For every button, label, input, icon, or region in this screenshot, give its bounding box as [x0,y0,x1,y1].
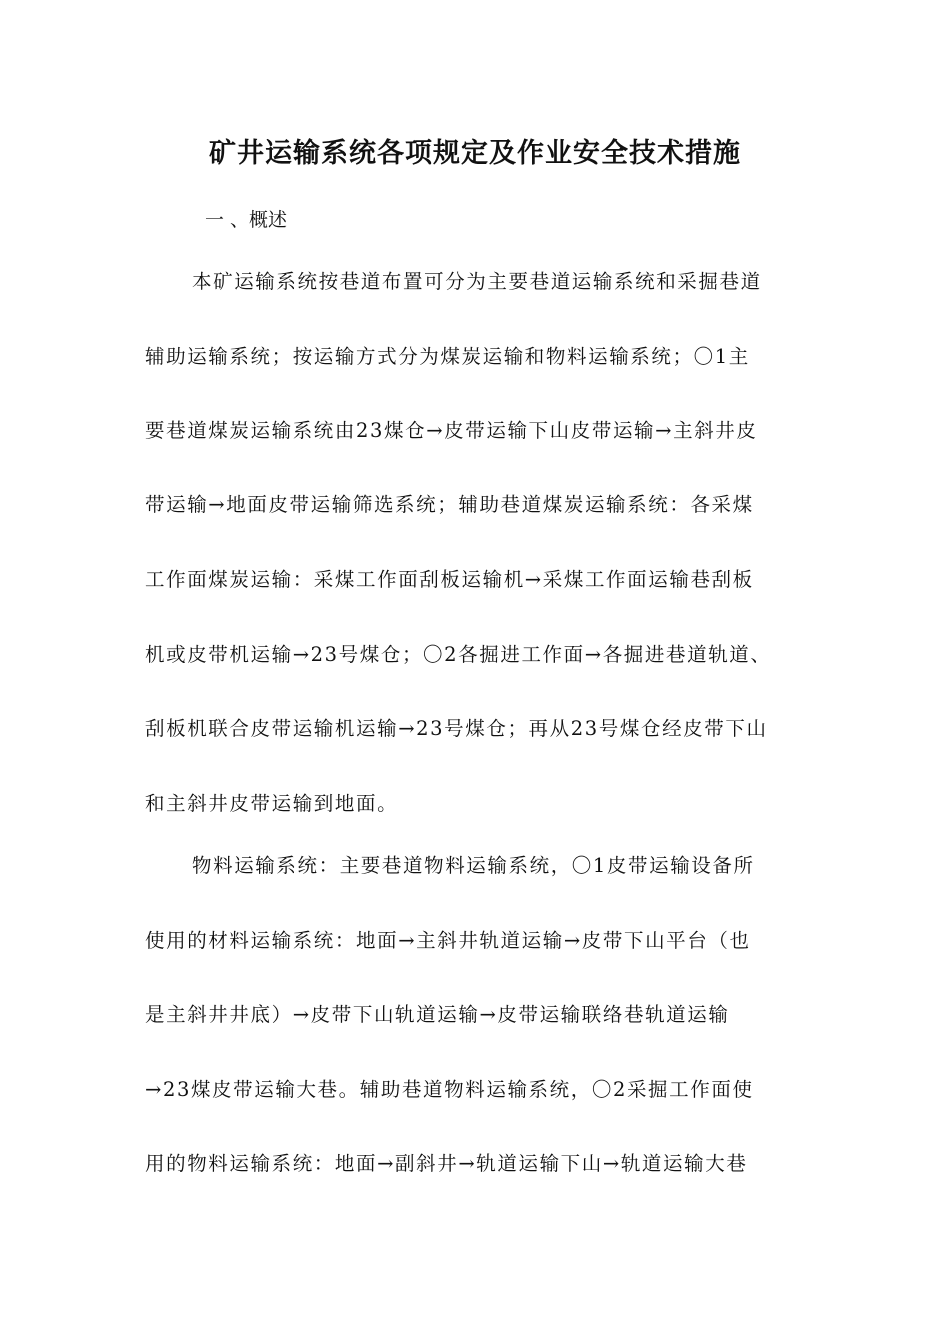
paragraph-line: 本矿运输系统按巷道布置可分为主要巷道运输系统和采掘巷道 [192,270,762,293]
paragraph-line: 是主斜井井底）→皮带下山轨道运输→皮带运输联络巷轨道运输 [145,1003,730,1026]
paragraph-line: 用的物料运输系统：地面→副斜井→轨道运输下山→轨道运输大巷 [145,1152,748,1175]
document-title: 矿井运输系统各项规定及作业安全技术措施 [209,138,741,169]
paragraph-line: 物料运输系统：主要巷道物料运输系统，〇1皮带运输设备所 [192,854,755,877]
paragraph-line: 工作面煤炭运输：采煤工作面刮板运输机→采煤工作面运输巷刮板 [145,568,754,591]
paragraph-line: 带运输→地面皮带运输筛选系统；辅助巷道煤炭运输系统：各采煤 [145,493,754,516]
section-heading-overview: 一 、概述 [205,209,288,231]
paragraph-line: 使用的材料运输系统：地面→主斜井轨道运输→皮带下山平台（也 [145,929,751,952]
paragraph-line: 刮板机联合皮带运输机运输→23号煤仓；再从23号煤仓经皮带下山 [145,717,768,740]
paragraph-line: →23煤皮带运输大巷。辅助巷道物料运输系统，〇2采掘工作面使 [145,1078,754,1101]
paragraph-line: 和主斜井皮带运输到地面。 [145,792,399,815]
paragraph-line: 机或皮带机运输→23号煤仓；〇2各掘进工作面→各掘进巷道轨道、 [145,643,772,666]
paragraph-line: 要巷道煤炭运输系统由23煤仓→皮带运输下山皮带运输→主斜井皮 [145,419,758,442]
paragraph-line: 辅助运输系统；按运输方式分为煤炭运输和物料运输系统；〇1主 [145,345,750,368]
